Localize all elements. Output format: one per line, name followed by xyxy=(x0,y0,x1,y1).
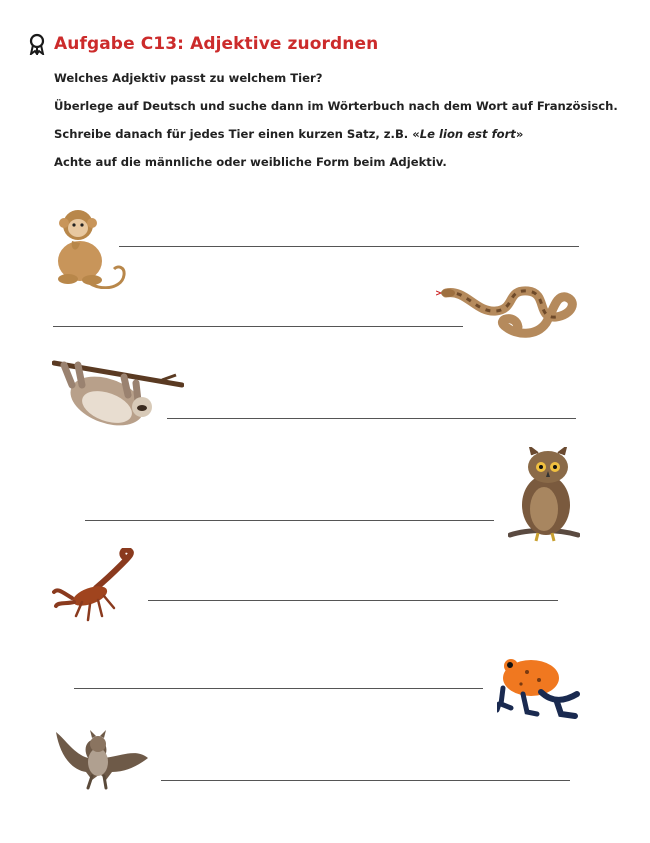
instruction-2: Überlege auf Deutsch und suche dann im Wörterbuch nach dem Wort auf Französisch. xyxy=(54,99,618,113)
answer-line-7[interactable] xyxy=(161,780,570,781)
sloth-icon xyxy=(52,355,184,439)
title-row xyxy=(28,30,378,58)
snake-icon xyxy=(436,283,581,343)
instruction-3-prefix: Schreibe danach für jedes Tier einen kurzen Satz, z.B. « xyxy=(54,127,420,141)
answer-line-4[interactable] xyxy=(85,520,494,521)
page-title: Aufgabe C13: Adjektive zuordnen xyxy=(54,34,379,54)
frog-icon xyxy=(497,654,581,720)
instruction-3-suffix: » xyxy=(515,127,524,141)
monkey-icon xyxy=(52,203,128,289)
scorpion-icon xyxy=(52,548,142,624)
answer-line-3[interactable] xyxy=(167,418,576,419)
answer-line-2[interactable] xyxy=(53,326,463,327)
instruction-3-example: Le lion est fort xyxy=(419,127,516,141)
instruction-4: Achte auf die männliche oder weibliche Form beim Adjektiv. xyxy=(54,155,447,169)
instruction-3 xyxy=(54,127,523,141)
bat-icon xyxy=(52,718,152,796)
answer-line-5[interactable] xyxy=(148,600,558,601)
owl-icon xyxy=(508,447,580,553)
answer-line-6[interactable] xyxy=(74,688,483,689)
award-ribbon-icon xyxy=(28,33,46,55)
instruction-1: Welches Adjektiv passt zu welchem Tier? xyxy=(54,71,323,85)
answer-line-1[interactable] xyxy=(119,246,579,247)
